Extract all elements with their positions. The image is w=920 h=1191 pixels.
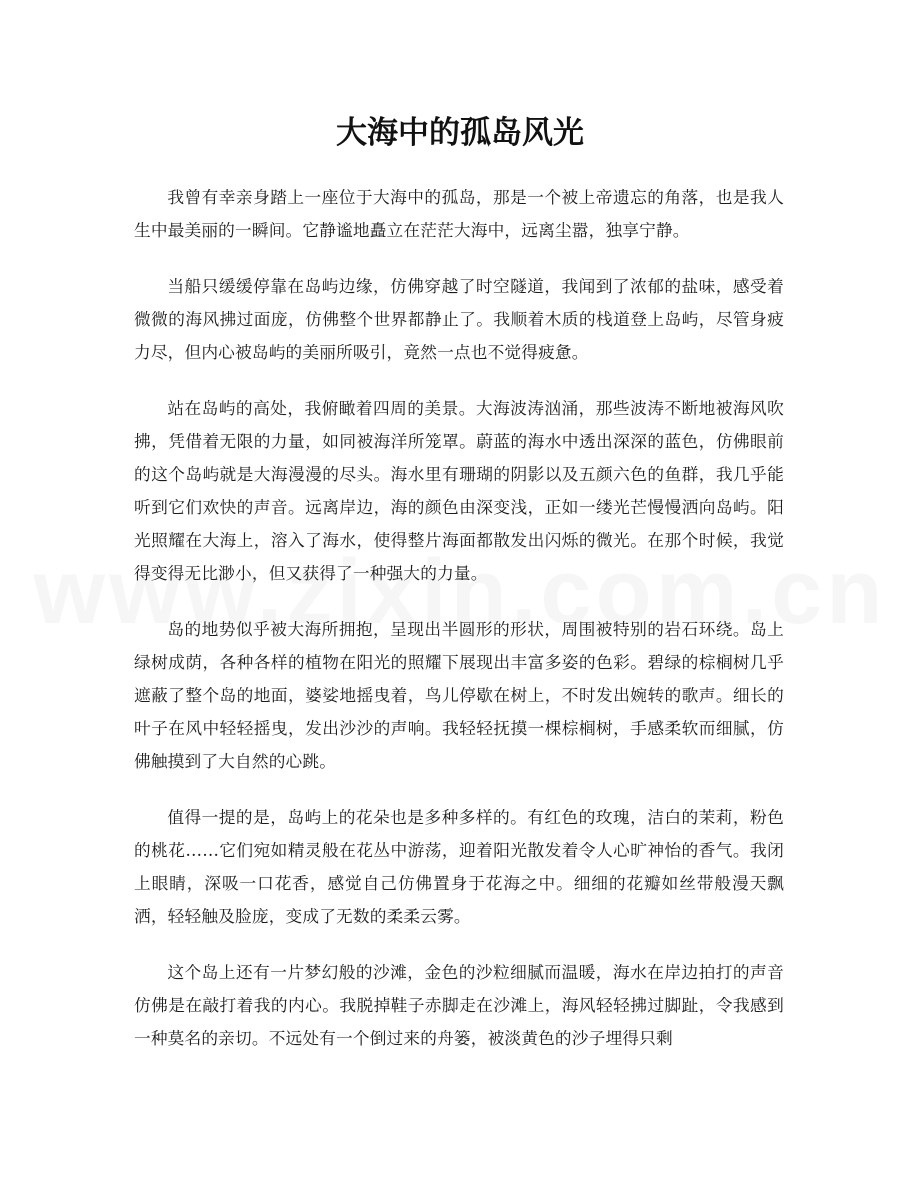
paragraph-5: 值得一提的是，岛屿上的花朵也是多种多样的。有红色的玫瑰，洁白的茉莉，粉色的桃花……它们宛如精灵般在花丛中游荡，迎着阳光散发着令人心旷神怡的香气。我闭上眼睛，深吸一口花香，感觉自己仿佛置身于花海之中。细细的花瓣如丝带般漫天飘洒，轻轻触及脸庞，变成了无数的柔柔云雾。 — [134, 807, 784, 926]
document-body — [134, 181, 784, 1078]
paragraph-1: 我曾有幸亲身踏上一座位于大海中的孤岛，那是一个被上帝遗忘的角落，也是我人生中最美丽的一瞬间。它静谧地矗立在茫茫大海中，远离尘嚣，独享宁静。 — [134, 187, 784, 240]
document-title: 大海中的孤岛风光 — [336, 115, 584, 151]
paragraph-6: 这个岛上还有一片梦幻般的沙滩，金色的沙粒细腻而温暖，海水在岸边拍打的声音仿佛是在敲打着我的内心。我脱掉鞋子赤脚走在沙滩上，海风轻轻拂过脚趾，令我感到一种莫名的亲切。不远处有一个倒过来的舟篓，被淡黄色的沙子埋得只剩 — [134, 962, 784, 1048]
paragraph-3: 站在岛屿的高处，我俯瞰着四周的美景。大海波涛汹涌，那些波涛不断地被海风吹拂，凭借着无限的力量，如同被海洋所笼罩。蔚蓝的海水中透出深深的蓝色，仿佛眼前的这个岛屿就是大海漫漫的尽头。海水里有珊瑚的阴影以及五颜六色的鱼群，我几乎能听到它们欢快的声音。远离岸边，海的颜色由深变浅，正如一缕光芒慢慢洒向岛屿。阳光照耀在大海上，溶入了海水，使得整片海面都散发出闪烁的微光。在那个时候，我觉得变得无比渺小，但又获得了一种强大的力量。 — [134, 398, 784, 583]
paragraph-2: 当船只缓缓停靠在岛屿边缘，仿佛穿越了时空隧道，我闻到了浓郁的盐味，感受着微微的海风拂过面庞，仿佛整个世界都静止了。我顺着木质的栈道登上岛屿，尽管身疲力尽，但内心被岛屿的美丽所吸引，竟然一点也不觉得疲惫。 — [134, 276, 784, 362]
paragraph-4: 岛的地势似乎被大海所拥抱，呈现出半圆形的形状，周围被特别的岩石环绕。岛上绿树成荫，各种各样的植物在阳光的照耀下展现出丰富多姿的色彩。碧绿的棕榈树几乎遮蔽了整个岛的地面，婆娑地摇曳着，鸟儿停歇在树上，不时发出婉转的歌声。细长的叶子在风中轻轻摇曳，发出沙沙的声响。我轻轻抚摸一棵棕榈树，手感柔软而细腻，仿佛触摸到了大自然的心跳。 — [134, 619, 784, 771]
